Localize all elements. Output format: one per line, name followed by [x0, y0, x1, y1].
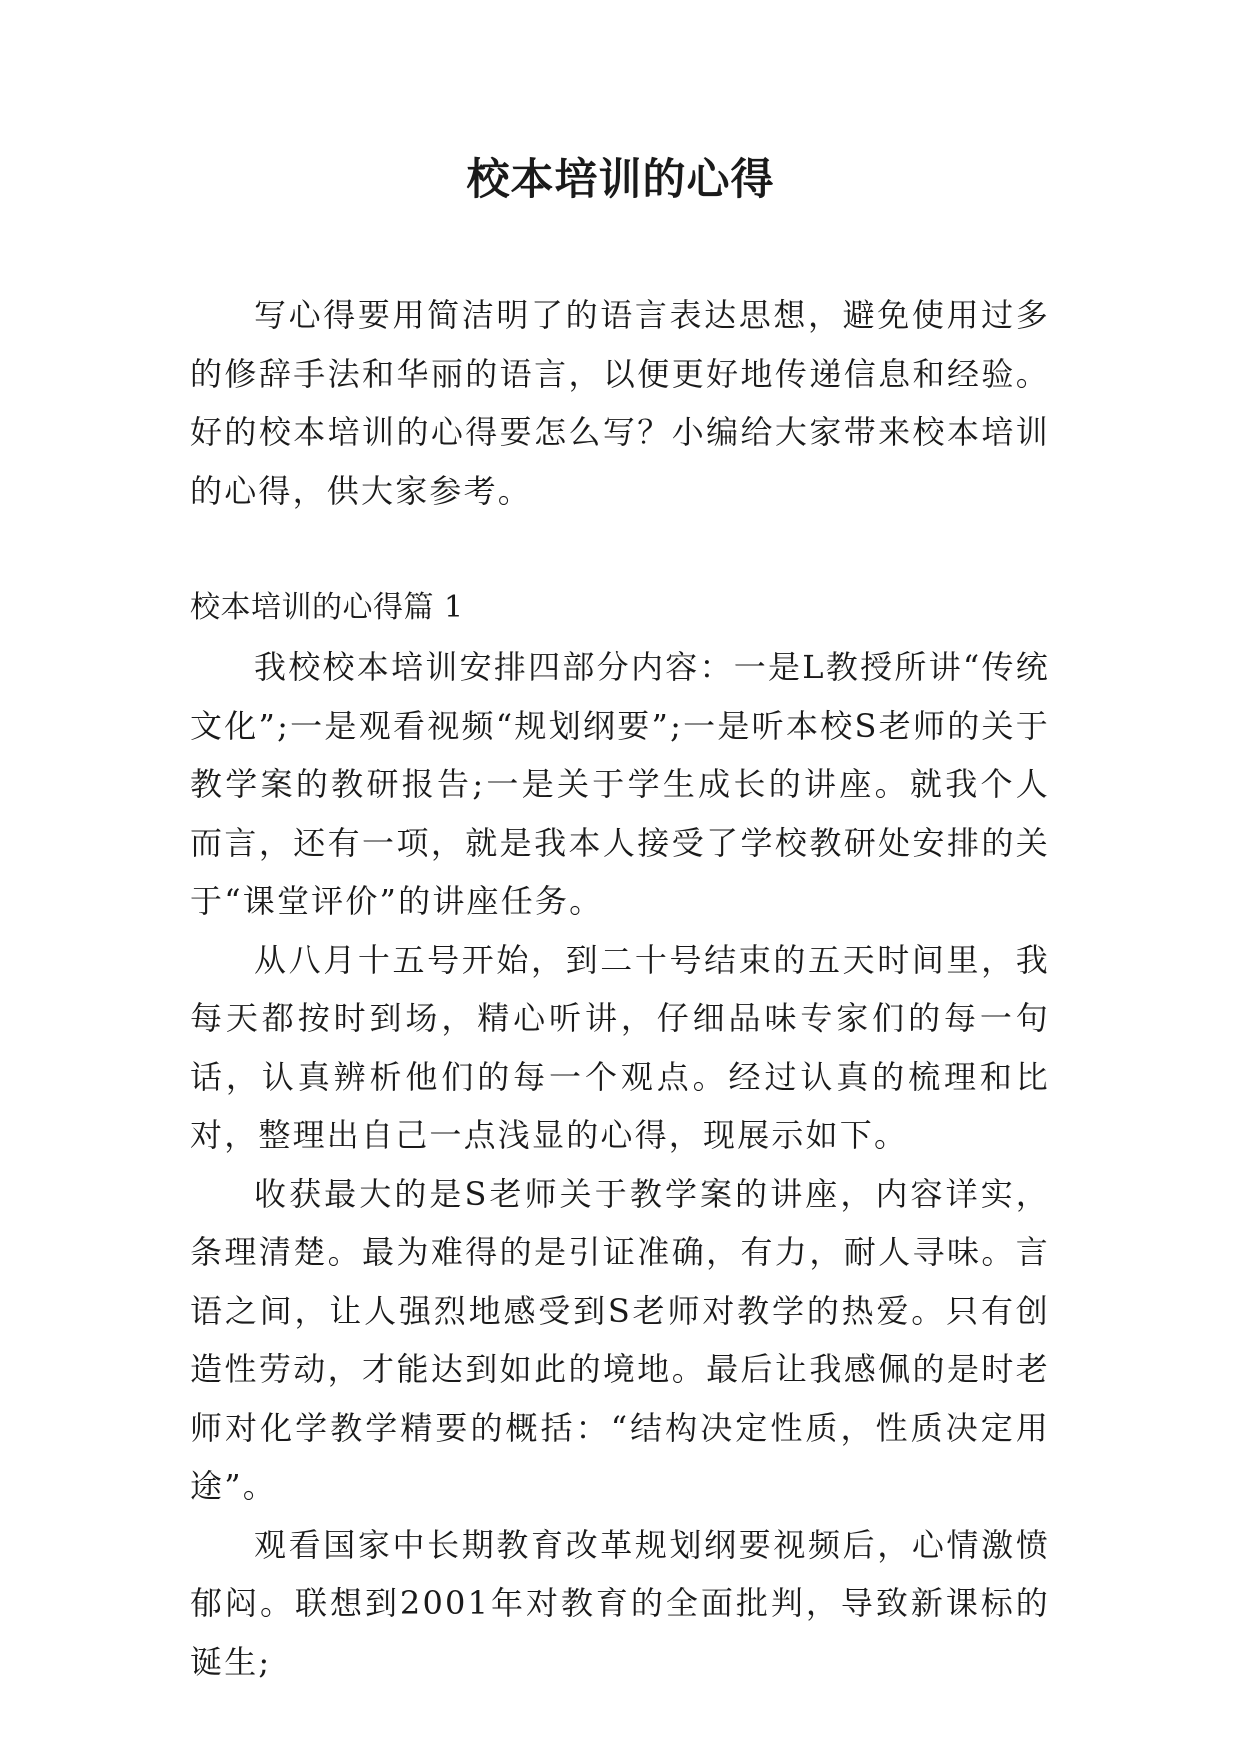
document-body [190, 286, 1050, 1691]
body-paragraph: 观看国家中长期教育改革规划纲要视频后，心情激愤郁闷。联想到2001年对教育的全面批判，导致新课标的诞生; [190, 1525, 1050, 1681]
body-paragraph: 收获最大的是S老师关于教学案的讲座，内容详实，条理清楚。最为难得的是引证准确，有力，耐人寻味。言语之间，让人强烈地感受到S老师对教学的热爱。只有创造性劳动，才能达到如此的境地。最后让我感佩的是时老师对化学教学精要的概括：“结构决定性质，性质决定用途”。 [190, 1174, 1050, 1505]
document-title: 校本培训的心得 [466, 155, 775, 205]
body-paragraph: 我校校本培训安排四部分内容：一是L教授所讲“传统文化”;一是观看视频“规划纲要”;一是听本校S老师的关于教学案的教研报告;一是关于学生成长的讲座。就我个人而言，还有一项，就是我本人接受了学校教研处安排的关于“课堂评价”的讲座任务。 [190, 648, 1050, 920]
body-paragraph: 从八月十五号开始，到二十号结束的五天时间里，我每天都按时到场，精心听讲，仔细品味专家们的每一句话，认真辨析他们的每一个观点。经过认真的梳理和比对，整理出自己一点浅显的心得，现展示如下。 [190, 940, 1050, 1154]
intro-paragraph: 写心得要用简洁明了的语言表达思想，避免使用过多的修辞手法和华丽的语言，以便更好地传递信息和经验。好的校本培训的心得要怎么写？小编给大家带来校本培训的心得，供大家参考。 [190, 296, 1050, 510]
section-heading: 校本培训的心得篇 1 [190, 590, 464, 625]
